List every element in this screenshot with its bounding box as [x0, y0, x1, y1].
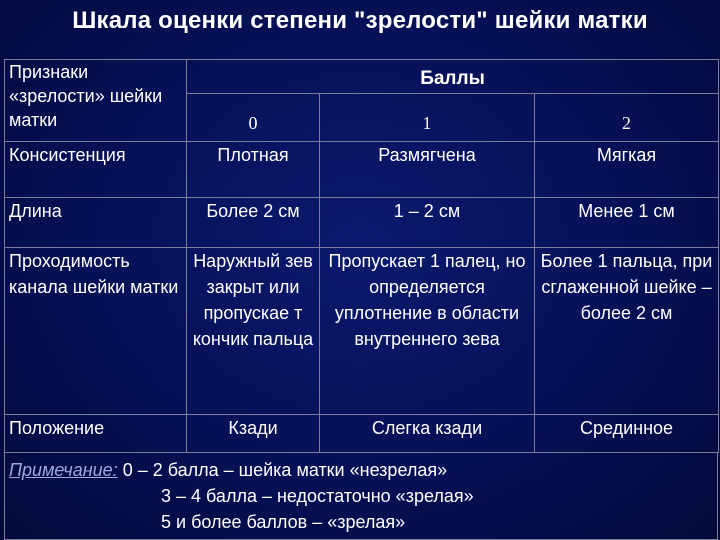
note-panel — [4, 452, 718, 540]
table-cell: Более 1 пальца, при сглаженной шейке – более 2 см — [535, 248, 719, 415]
signs-header-cell: Признаки «зрелости» шейки матки — [5, 60, 187, 142]
table-row — [5, 248, 719, 415]
points-1-cell: 1 — [320, 94, 535, 142]
row-label-length: Длина — [5, 198, 187, 248]
table-cell: Плотная — [187, 142, 320, 198]
note-line-2: 3 – 4 балла – недостаточно «зрелая» — [161, 486, 474, 506]
table-row — [5, 142, 719, 198]
row-label-patency: Проходимость канала шейки матки — [5, 248, 187, 415]
table-row — [5, 415, 719, 453]
note-line-3: 5 и более баллов – «зрелая» — [161, 512, 406, 532]
slide-title: Шкала оценки степени "зрелости" шейки матки — [72, 7, 648, 34]
table-cell: Слегка кзади — [320, 415, 535, 453]
table-cell: Размягчена — [320, 142, 535, 198]
row-label-position: Положение — [5, 415, 187, 453]
table-cell: Кзади — [187, 415, 320, 453]
note-text-1: 0 – 2 балла – шейка матки «незрелая» — [122, 460, 448, 480]
table-cell: Мягкая — [535, 142, 719, 198]
table-cell: Срединное — [535, 415, 719, 453]
note-label: Примечание: — [9, 460, 118, 480]
row-label-consistency: Консистенция — [5, 142, 187, 198]
points-2-cell: 2 — [535, 94, 719, 142]
maturity-scale-table — [4, 59, 719, 453]
table-cell: 1 – 2 см — [320, 198, 535, 248]
note-line-1 — [9, 457, 447, 484]
table-cell: Менее 1 см — [535, 198, 719, 248]
points-header-cell: Баллы — [187, 60, 719, 94]
points-0-cell: 0 — [187, 94, 320, 142]
table-cell: Наружный зев закрыт или пропускае т кончик пальца — [187, 248, 320, 415]
table-cell: Пропускает 1 палец, но определяется уплотнение в области внутреннего зева — [320, 248, 535, 415]
table-row — [5, 198, 719, 248]
table-header-row — [5, 60, 719, 94]
table-cell: Более 2 см — [187, 198, 320, 248]
